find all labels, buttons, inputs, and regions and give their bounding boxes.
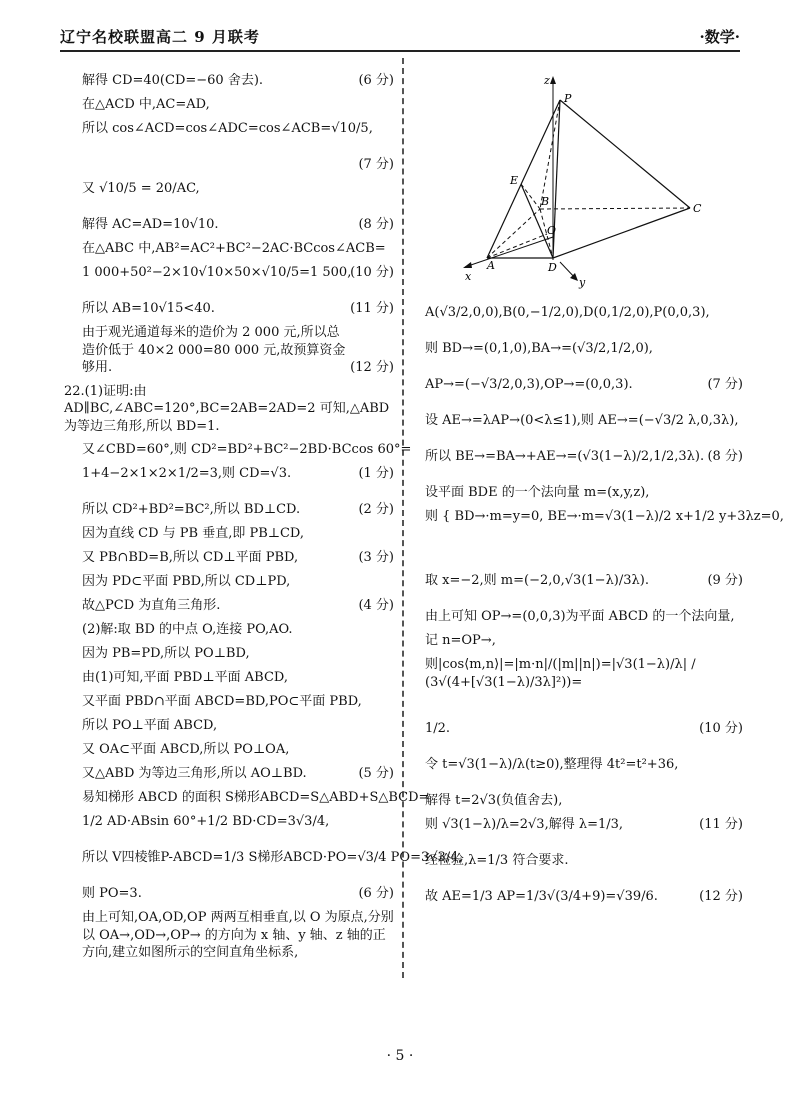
solution-line: 1 000+50²−2×10√10×50×√10/5=1 500, (10 分) <box>82 265 394 280</box>
solution-line: 在△ACD 中,AC=AD, <box>82 97 210 112</box>
solution-line: 又∠CBD=60°,则 CD²=BD²+BC²−2BD·BCcos 60°= <box>82 442 412 458</box>
solution-line: 由(1)可知,平面 PBD⊥平面 ABCD, <box>82 670 288 686</box>
column-divider <box>402 58 404 978</box>
solution-line: 记 n=OP→, <box>425 633 496 648</box>
solution-line: 又 PB∩BD=B,所以 CD⊥平面 PBD, (3 分) <box>82 550 394 566</box>
solution-line: 设 AE→=λAP→(0<λ≤1),则 AE→=(−√3/2 λ,0,3λ), <box>425 413 739 428</box>
solution-line: 则 PO=3. (6 分) <box>82 886 394 902</box>
page-header <box>60 22 740 52</box>
point-e-label: E <box>510 174 519 187</box>
solution-line: 由于观光通道每米的造价为 2 000 元,所以总造价低于 40×2 000=80 000 元,故预算资金够用. (12 分) <box>82 325 394 376</box>
score-mark: (11 分) <box>699 817 743 832</box>
solution-line: 又 √10/5 = 20/AC, <box>82 181 200 196</box>
solution-line: 因为 PB=PD,所以 PO⊥BD, <box>82 646 250 662</box>
pyramid-diagram <box>425 72 743 294</box>
score-mark: (8 分) <box>707 449 743 464</box>
solution-line: 则 BD→=(0,1,0),BA→=(√3/2,1/2,0), <box>425 341 653 356</box>
y-axis-label: y <box>579 276 586 289</box>
solution-line: 经检验,λ=1/3 符合要求. <box>425 853 569 868</box>
solution-line: 解得 AC=AD=10√10. (8 分) <box>82 217 394 232</box>
solution-line: 取 x=−2,则 m=(−2,0,√3(1−λ)/3λ). (9 分) <box>425 573 743 588</box>
pyramid-figure <box>425 72 743 294</box>
solution-line: 令 t=√3(1−λ)/λ(t≥0),整理得 4t²=t²+36, <box>425 757 679 772</box>
score-mark: (11 分) <box>350 301 394 316</box>
solution-line: AP→=(−√3/2,0,3),OP→=(0,0,3). (7 分) <box>425 377 743 392</box>
score-mark: (4 分) <box>358 598 394 614</box>
solution-line: 在△ABC 中,AB²=AC²+BC²−2AC·BCcos∠ACB= <box>82 241 386 256</box>
score-mark: (7 分) <box>358 157 394 172</box>
solution-line: 则|cos⟨m,n⟩|=|m·n|/(|m||n|)=|√3(1−λ)/λ| / (3√(4+[√3(1−λ)/3λ]²))= <box>425 657 696 690</box>
solution-line: 所以 BE→=BA→+AE→=(√3(1−λ)/2,1/2,3λ). (8 分) <box>425 449 743 464</box>
solution-line: 由上可知,OA,OD,OP 两两互相垂直,以 O 为原点,分别以 OA→,OD→,OP→ 的方向为 x 轴、y 轴、z 轴的正方向,建立如图所示的空间直角坐标系, <box>82 910 394 961</box>
solution-line: 故△PCD 为直角三角形. (4 分) <box>82 598 394 614</box>
score-mark: (12 分) <box>699 889 743 904</box>
solution-line: 解得 t=2√3(负值舍去), <box>425 793 563 808</box>
page-number: · 5 · <box>386 1048 414 1064</box>
point-d-label: D <box>548 261 557 274</box>
solution-line: 所以 V四棱锥P-ABCD=1/3 S梯形ABCD·PO=√3/4 PO=3√3/4, <box>82 850 463 866</box>
solution-line: A(√3/2,0,0),B(0,−1/2,0),D(0,1/2,0),P(0,0,3), <box>425 305 710 320</box>
solution-line: 1+4−2×1×2×1/2=3,则 CD=√3. (1 分) <box>82 466 394 482</box>
solution-line: 因为 PD⊂平面 PBD,所以 CD⊥PD, <box>82 574 291 590</box>
solution-line: 1/2. (10 分) <box>425 721 743 736</box>
exam-title: 辽宁名校联盟高二 9 月联考 <box>60 28 260 46</box>
solution-line: 故 AE=1/3 AP=1/3√(3/4+9)=√39/6. (12 分) <box>425 889 743 904</box>
score-mark: (2 分) <box>358 502 394 518</box>
solution-line: 1/2 AD·ABsin 60°+1/2 BD·CD=3√3/4, <box>82 814 330 830</box>
solution-line: 由上可知 OP→=(0,0,3)为平面 ABCD 的一个法向量, <box>425 609 735 624</box>
solution-line <box>82 156 394 174</box>
point-a-label: A <box>487 259 495 272</box>
solution-line: 22.(1)证明:由 AD∥BC,∠ABC=120°,BC=2AB=2AD=2 可知,△ABD 为等边三角形,所以 BD=1. <box>64 383 390 434</box>
subject-label: ·数学· <box>699 28 740 46</box>
z-axis-label: z <box>544 74 550 87</box>
right-column <box>425 72 784 924</box>
solution-line: 则 { BD→·m=y=0, BE→·m=√3(1−λ)/2 x+1/2 y+3λz=0, <box>425 509 784 524</box>
solution-line: 又△ABD 为等边三角形,所以 AO⊥BD. (5 分) <box>82 766 394 782</box>
score-mark: (3 分) <box>358 550 394 566</box>
point-c-label: C <box>693 202 702 215</box>
score-mark: (6 分) <box>358 73 394 88</box>
x-axis-label: x <box>465 270 472 283</box>
solution-line: 易知梯形 ABCD 的面积 S梯形ABCD=S△ABD+S△BCD= <box>82 790 430 806</box>
score-mark: (12 分) <box>350 360 394 376</box>
score-mark: (1 分) <box>358 466 394 482</box>
solution-line: (2)解:取 BD 的中点 O,连接 PO,AO. <box>82 622 293 638</box>
score-mark: (5 分) <box>358 766 394 782</box>
point-b-label: B <box>541 195 550 208</box>
solution-line: 解得 CD=40(CD=−60 舍去). (6 分) <box>82 73 394 88</box>
solution-line: 所以 AB=10√15<40. (11 分) <box>82 301 394 316</box>
solution-line: 则 √3(1−λ)/λ=2√3,解得 λ=1/3, (11 分) <box>425 817 743 832</box>
solution-line: 又平面 PBD∩平面 ABCD=BD,PO⊂平面 PBD, <box>82 694 362 710</box>
score-mark: (7 分) <box>707 377 743 392</box>
solution-line: 所以 CD²+BD²=BC²,所以 BD⊥CD. (2 分) <box>82 502 394 518</box>
point-p-label: P <box>564 92 572 105</box>
score-mark: (10 分) <box>699 721 743 736</box>
solution-line: 所以 cos∠ACD=cos∠ADC=cos∠ACB=√10/5, <box>82 121 373 136</box>
score-mark: (9 分) <box>707 573 743 588</box>
score-mark: (10 分) <box>350 265 394 280</box>
solution-line: 所以 PO⊥平面 ABCD, <box>82 718 218 734</box>
point-o-label: O <box>547 224 557 237</box>
score-mark: (6 分) <box>358 886 394 902</box>
solution-line: 设平面 BDE 的一个法向量 m=(x,y,z), <box>425 485 650 500</box>
score-mark: (8 分) <box>358 217 394 232</box>
solution-line: 因为直线 CD 与 PB 垂直,即 PB⊥CD, <box>82 526 305 542</box>
solution-line: 又 OA⊂平面 ABCD,所以 PO⊥OA, <box>82 742 290 758</box>
